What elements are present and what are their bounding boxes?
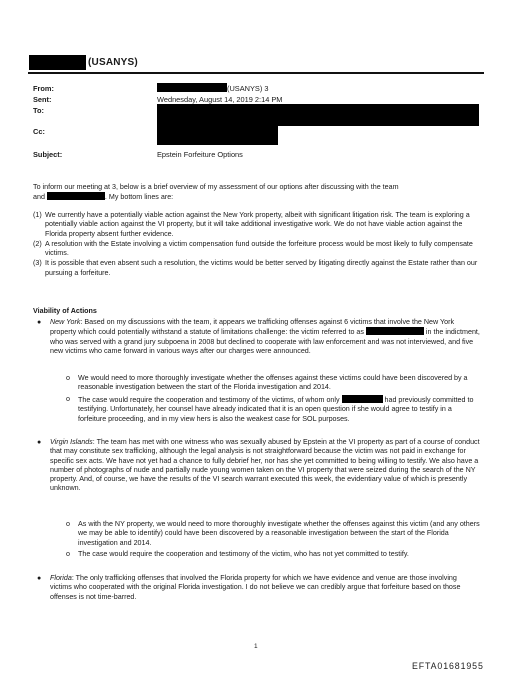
list-text: It is possible that even absent such a resolution, the victims would be better served by litigating directly against the Estate rather than our pursuing a forfeiture. xyxy=(45,259,478,277)
florida-label: Florida xyxy=(50,574,72,582)
bottom-lines-list xyxy=(33,211,478,279)
bullet-dot: ● xyxy=(37,575,42,582)
ny-sub-item-2 xyxy=(66,395,480,424)
vi-sub2-text: The case would require the cooperation and testimony of the victim, who has not yet committed to testify. xyxy=(78,550,409,558)
section-heading: Viability of Actions xyxy=(33,307,97,315)
redacted-from xyxy=(157,83,227,92)
list-item xyxy=(33,211,478,239)
florida-text: : The only trafficking offenses that involved the Florida property for which we have evidence and venue are those involving victims who cooperated with the original Florida investigation. I do not believe we can credibly argue that forfeiture based on those offenses is not time-barred. xyxy=(50,574,461,601)
list-number: (2) xyxy=(33,239,42,248)
ny-sub2-text-b: had previously committed to testifying. Unfortunately, her counsel have already indicated that it is an open question if she would agree to testify in a forfeiture proceeding, and in my view hers is also the weakest case for SOL purposes. xyxy=(78,396,474,423)
sender-title: (USANYS) xyxy=(88,57,138,68)
from-value: (USANYS) 3 xyxy=(227,84,269,93)
redacted-victim-name xyxy=(342,395,383,403)
redacted-cc xyxy=(157,124,278,145)
redacted-to xyxy=(157,104,479,126)
sent-label: Sent: xyxy=(33,95,52,104)
list-item xyxy=(33,240,478,259)
from-label: From: xyxy=(33,84,54,93)
list-item xyxy=(33,259,478,278)
new-york-label: New York xyxy=(50,318,81,326)
bates-number: EFTA01681955 xyxy=(412,661,484,671)
intro-paragraph xyxy=(33,183,478,203)
intro-and: and xyxy=(33,193,45,202)
bullet-dot: ● xyxy=(37,319,42,326)
list-number: (3) xyxy=(33,259,42,268)
vi-sub1-text: As with the NY property, we would need to more thoroughly investigate whether the offenses against this victim (and any others we may be able to identify) could have been discovered by a reasonable investigation between the start of the Florida investigation and 2014. xyxy=(78,520,480,547)
list-number: (1) xyxy=(33,211,42,219)
vi-sub-item-1 xyxy=(66,520,480,548)
virgin-islands-text: : The team has met with one witness who was sexually abused by Epstein at the VI property as part of a course of conduct that may constitute sex trafficking, although the legal analysis is not straightforward because the victim was not paid in exchange for specific sex acts. We have not yet had a chance to fully debrief her, nor has she yet committed to being willing to testify. We also have a number of photographs of nude and partially nude young women taken on the VI property that were seized during the search of the NY property. And, of course, we have the results of the VI search warrant executed this week, the evidentiary value of which is presently unknown. xyxy=(50,438,480,493)
list-text: A resolution with the Estate involving a victim compensation fund outside the forfeiture process would be most likely to fully compensate victims. xyxy=(45,239,473,258)
bullet-dot: ● xyxy=(37,439,42,446)
ny-sub1-text: We would need to more thoroughly investigate whether the offenses against these victims could have been discovered by a reasonable investigation between the start of the Florida investigation and 2014. xyxy=(78,374,468,392)
sub-bullet: o xyxy=(66,374,70,382)
bullet-virgin-islands xyxy=(37,438,480,494)
sub-bullet: o xyxy=(66,520,70,528)
bullet-florida xyxy=(37,574,480,602)
list-text: We currently have a potentially viable action against the New York property, albeit with significant litigation risk. The team is exploring a potentially viable action against the VI property, but it will take additional investigative work. We do not have viable action against the Florida property absent further evidence. xyxy=(45,211,470,238)
sent-value: Wednesday, August 14, 2019 2:14 PM xyxy=(157,95,283,104)
redacted-victim-name xyxy=(366,327,424,335)
to-label: To: xyxy=(33,106,44,115)
virgin-islands-label: Virgin Islands xyxy=(50,438,93,446)
intro-line1: To inform our meeting at 3, below is a brief overview of my assessment of our options after discussing with the team xyxy=(33,183,399,191)
intro-bottom-lines: . My bottom lines are: xyxy=(104,193,174,202)
sub-bullet: o xyxy=(66,550,70,558)
bullet-new-york xyxy=(37,318,480,356)
page-number: 1 xyxy=(254,643,258,650)
sub-bullet: o xyxy=(66,395,70,403)
subject-label: Subject: xyxy=(33,150,63,159)
new-york-text-a: : Based on my discussions with the team, it appears we trafficking offenses against 6 victims that involve the New York property which could potentially withstand a statute of limitations challenge: the victim referred to as xyxy=(50,318,455,337)
new-york-text-b: in the indictment, who was served with a grand jury subpoena in 2008 but declined to cooperate with law enforcement and was not interviewed, and five new victims who came forward in various ways after our charges were announced. xyxy=(50,328,480,355)
subject-value: Epstein Forfeiture Options xyxy=(157,150,243,159)
ny-sub-item-1 xyxy=(66,374,480,393)
intro-line2 xyxy=(33,192,478,202)
redacted-name xyxy=(47,192,105,200)
redacted-sender-name xyxy=(29,55,86,70)
header-rule xyxy=(28,72,484,74)
ny-sub2-text-a: The case would require the cooperation and testimony of the victims, of whom only xyxy=(78,396,340,404)
vi-sub-item-2 xyxy=(66,550,480,559)
cc-label: Cc: xyxy=(33,127,45,136)
